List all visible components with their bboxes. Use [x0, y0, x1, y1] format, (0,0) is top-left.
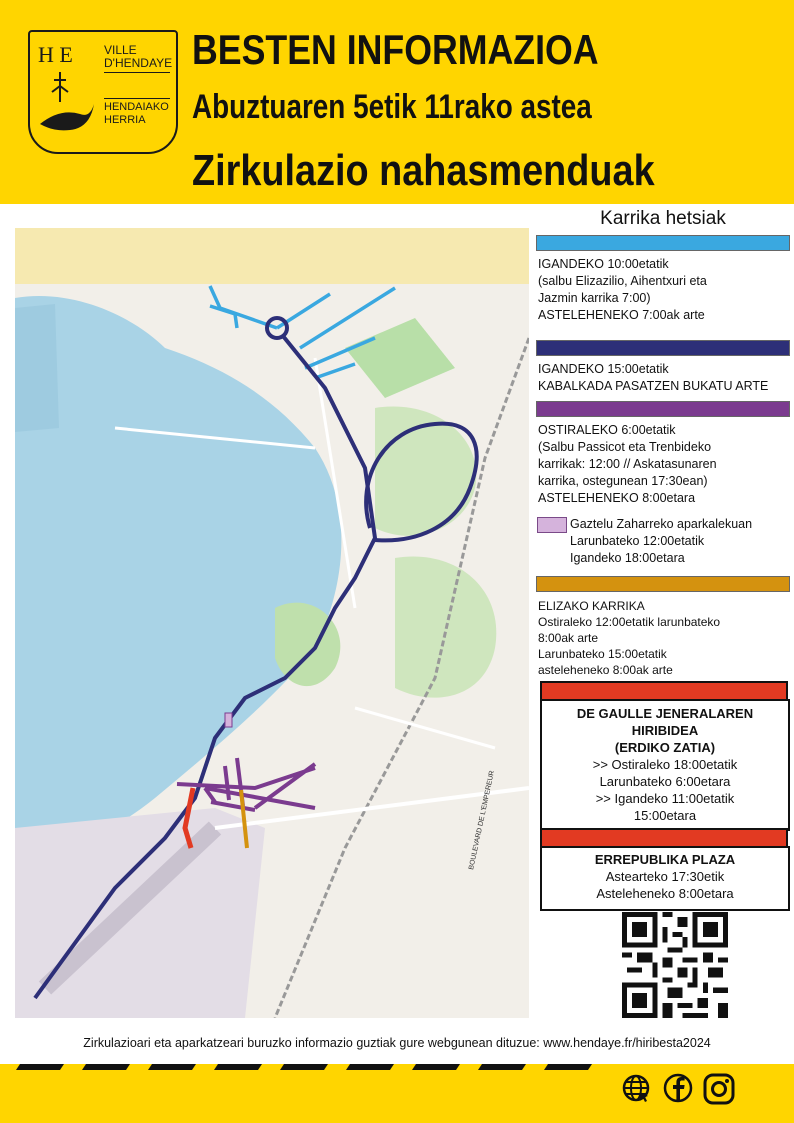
- page-title: BESTEN INFORMAZIOA: [192, 26, 599, 73]
- logo-line1: VILLE D'HENDAYE: [104, 44, 170, 73]
- logo-line2: HENDAIAKO HERRIA: [104, 98, 170, 127]
- instagram-icon[interactable]: [702, 1072, 736, 1106]
- legend-box-de-gaulle: [540, 699, 790, 831]
- legend-line: 15:00etara: [633, 808, 697, 823]
- legend-bar-red-1: [540, 681, 788, 701]
- legend-bar-blue: [536, 235, 790, 251]
- legend-line: asteleheneko 8:00ak arte: [538, 663, 673, 677]
- page-heading: Zirkulazio nahasmenduak: [192, 146, 655, 195]
- legend-bar-red-2: [540, 828, 788, 848]
- hendaye-logo: [28, 30, 178, 154]
- traffic-map: [15, 228, 529, 1018]
- page-subtitle: Abuztuaren 5etik 11rako astea: [192, 88, 592, 126]
- globe-icon[interactable]: [620, 1072, 652, 1104]
- legend-bar-purple: [536, 401, 790, 417]
- legend-box-heading: ERREPUBLIKA PLAZA: [594, 852, 736, 867]
- legend-line: >> Igandeko 11:00etatik: [595, 791, 735, 806]
- legend-text-blue: [538, 256, 790, 324]
- legend-line: Jazmin karrika 7:00): [538, 291, 651, 305]
- legend-line: Igandeko 18:00etara: [570, 551, 685, 565]
- legend-line: (Salbu Passicot eta Trenbideko: [538, 440, 712, 454]
- mermaid-icon: [36, 72, 100, 142]
- legend-line: Ostiraleko 12:00etatik larunbateko: [538, 615, 721, 629]
- legend-line: KABALKADA PASATZEN BUKATU ARTE: [538, 379, 769, 393]
- legend-box-errepublika: [540, 846, 790, 911]
- legend-line: ELIZAKO KARRIKA: [538, 599, 645, 613]
- qr-code[interactable]: [622, 912, 728, 1018]
- legend-text-navy: [538, 361, 790, 395]
- legend-line: ASTELEHENEKO 7:00ak arte: [538, 308, 705, 322]
- legend-text-gold: [538, 598, 790, 678]
- legend-box-heading: (ERDIKO ZATIA): [614, 740, 716, 755]
- legend-bar-navy: [536, 340, 790, 356]
- decorative-dashes: [0, 1064, 620, 1074]
- legend-text-purple: [538, 422, 790, 507]
- legend-line: (salbu Elizazilio, Aihentxuri eta: [538, 274, 707, 288]
- legend-title: Karrika hetsiak: [600, 208, 726, 229]
- legend-line: IGANDEKO 10:00etatik: [538, 257, 669, 271]
- legend-line: Gaztelu Zaharreko aparkalekuan: [570, 517, 753, 531]
- legend-box-heading: DE GAULLE JENERALAREN: [576, 706, 754, 721]
- legend-line: Larunbateko 12:00etatik: [570, 534, 705, 548]
- legend-line: OSTIRALEKO 6:00etatik: [538, 423, 676, 437]
- legend-line: karrika, ostegunean 17:30ean): [538, 474, 708, 488]
- legend-line: >> Ostiraleko 18:00etatik: [592, 757, 738, 772]
- legend-line: 8:00ak arte: [538, 631, 599, 645]
- legend-line: ASTELEHENEKO 8:00etara: [538, 491, 696, 505]
- legend-line: Asteleheneko 8:00etara: [596, 886, 734, 901]
- legend-line: Larunbateko 15:00etatik: [538, 647, 667, 661]
- legend-line: IGANDEKO 15:00etatik: [538, 362, 669, 376]
- legend-line: Astearteko 17:30etik: [605, 869, 725, 884]
- legend-box-heading: HIRIBIDEA: [631, 723, 699, 738]
- legend-swatch-parking: [537, 517, 567, 533]
- legend-line: Larunbateko 6:00etara: [599, 774, 731, 789]
- logo-initials: H E: [38, 42, 73, 67]
- map-street-label: BOULEVARD DE L'EMPEREUR: [468, 769, 496, 871]
- legend-line: karrikak: 12:00 // Askatasunaren: [538, 457, 717, 471]
- parking-area: [225, 713, 232, 727]
- legend-bar-gold: [536, 576, 790, 592]
- facebook-icon[interactable]: [662, 1072, 694, 1104]
- legend-text-parking: [570, 516, 790, 567]
- footer-text: Zirkulazioari eta aparkatzeari buruzko informazio guztiak gure webgunean dituzue: www.hendaye.fr/hiribesta2024: [83, 1036, 711, 1050]
